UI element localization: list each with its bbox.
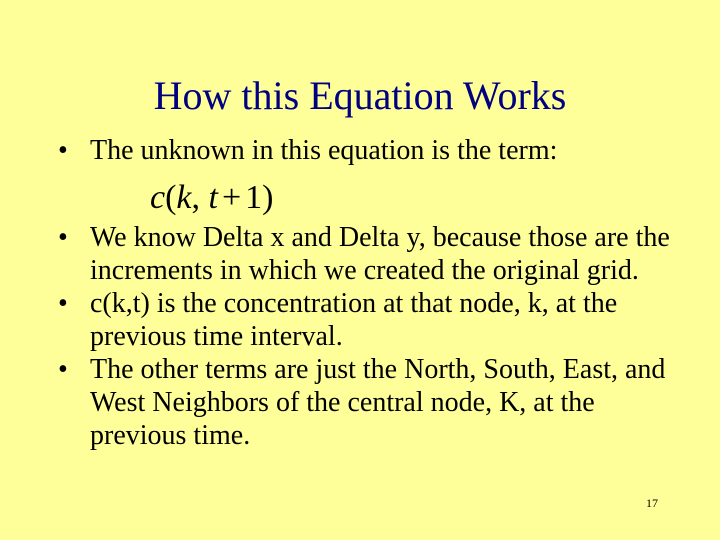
page-number: 17 bbox=[646, 496, 658, 510]
slide-title: How this Equation Works bbox=[153, 73, 567, 118]
bullet-marker: • bbox=[58, 288, 68, 319]
equation-close-paren: ) bbox=[262, 179, 274, 216]
bullet-text: The unknown in this equation is the term: bbox=[90, 135, 558, 166]
equation bbox=[150, 178, 273, 218]
bullet-marker: • bbox=[58, 354, 68, 385]
equation-plus: + bbox=[221, 179, 242, 216]
bullet-marker: • bbox=[58, 222, 68, 253]
equation-function: c bbox=[150, 179, 166, 216]
equation-k: k bbox=[176, 179, 192, 216]
bullet-item bbox=[58, 287, 698, 353]
bullet-text: c(k,t) is the concentration at that node, k, at the previous time interval. bbox=[90, 288, 618, 352]
bullet-item bbox=[58, 134, 698, 167]
equation-comma: , bbox=[191, 179, 201, 216]
equation-one: 1 bbox=[245, 179, 263, 216]
bullet-text: We know Delta x and Delta y, because those are the increments in which we created the original grid. bbox=[90, 222, 670, 286]
bullet-marker: • bbox=[58, 135, 68, 166]
detail-bullet-list bbox=[58, 221, 698, 452]
bullet-item bbox=[58, 353, 698, 452]
bullet-item bbox=[58, 221, 698, 287]
equation-open-paren: ( bbox=[165, 179, 177, 216]
intro-bullet-list bbox=[58, 134, 698, 167]
bullet-text: The other terms are just the North, South, East, and West Neighbors of the central node, K, at the previous time. bbox=[90, 354, 666, 451]
equation-t: t bbox=[208, 179, 218, 216]
